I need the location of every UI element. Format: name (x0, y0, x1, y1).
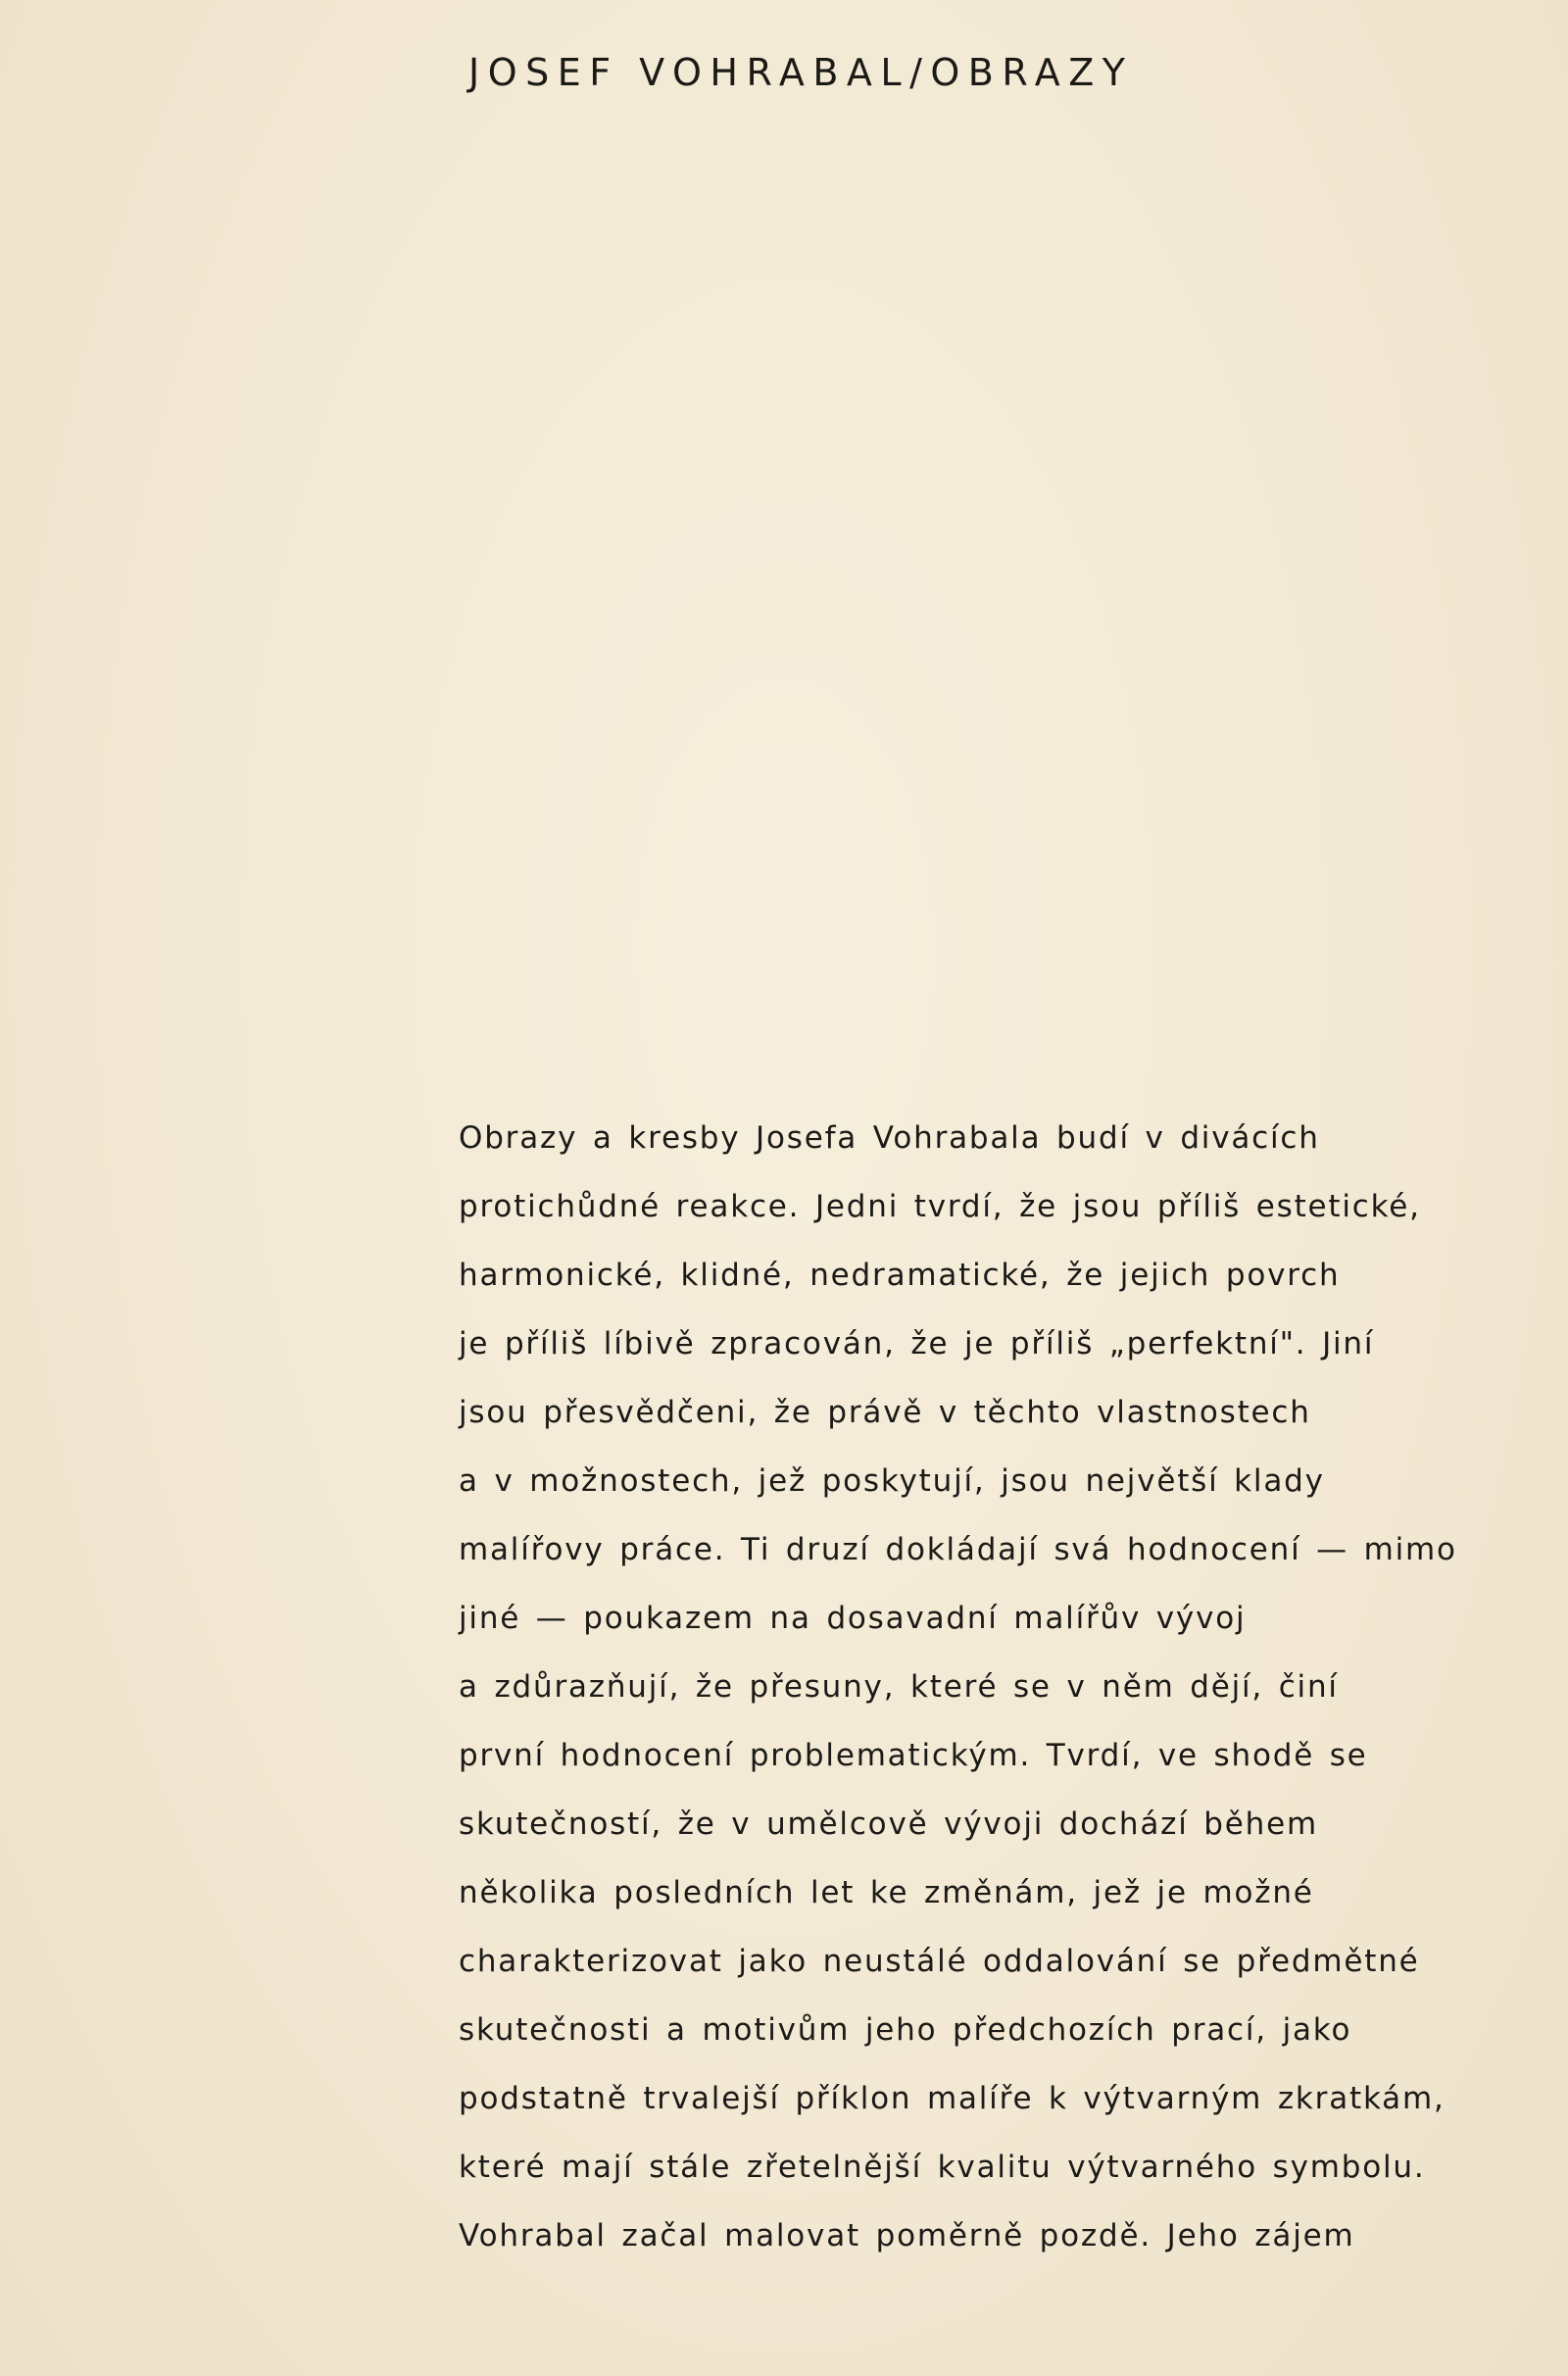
text-line: které mají stále zřetelnější kvalitu výtvarného symbolu. (459, 2150, 1426, 2185)
text-line: je příliš líbivě zpracován, že je příliš „perfektní". Jiní (459, 1326, 1375, 1361)
body-paragraph (459, 1104, 1458, 2270)
text-line: Obrazy a kresby Josefa Vohrabala budí v divácích (459, 1120, 1320, 1156)
text-line: první hodnocení problematickým. Tvrdí, ve shodě se (459, 1738, 1368, 1773)
text-line: skutečnosti a motivům jeho předchozích prací, jako (459, 2012, 1352, 2048)
text-line: charakterizovat jako neustálé oddalování se předmětné (459, 1944, 1420, 1979)
text-line: a zdůrazňují, že přesuny, které se v něm dějí, činí (459, 1669, 1339, 1705)
text-line: několika posledních let ke změnám, jež je možné (459, 1875, 1314, 1910)
text-line: a v možnostech, jež poskytují, jsou největší klady (459, 1463, 1325, 1499)
text-line: skutečností, že v umělcově vývoji dochází během (459, 1807, 1318, 1842)
text-line: Vohrabal začal malovat poměrně pozdě. Jeho zájem (459, 2218, 1355, 2253)
text-line: jsou přesvědčeni, že právě v těchto vlastnostech (459, 1395, 1311, 1430)
text-line: malířovy práce. Ti druzí dokládají svá hodnocení — mimo (459, 1532, 1457, 1567)
text-line: protichůdné reakce. Jedni tvrdí, že jsou příliš estetické, (459, 1189, 1421, 1224)
text-line: harmonické, klidné, nedramatické, že jejich povrch (459, 1258, 1341, 1293)
text-line: jiné — poukazem na dosavadní malířův vývoj (459, 1601, 1247, 1636)
page-title: JOSEF VOHRABAL/OBRAZY (468, 51, 1134, 94)
text-line: podstatně trvalejší příklon malíře k výtvarným zkratkám, (459, 2081, 1446, 2116)
